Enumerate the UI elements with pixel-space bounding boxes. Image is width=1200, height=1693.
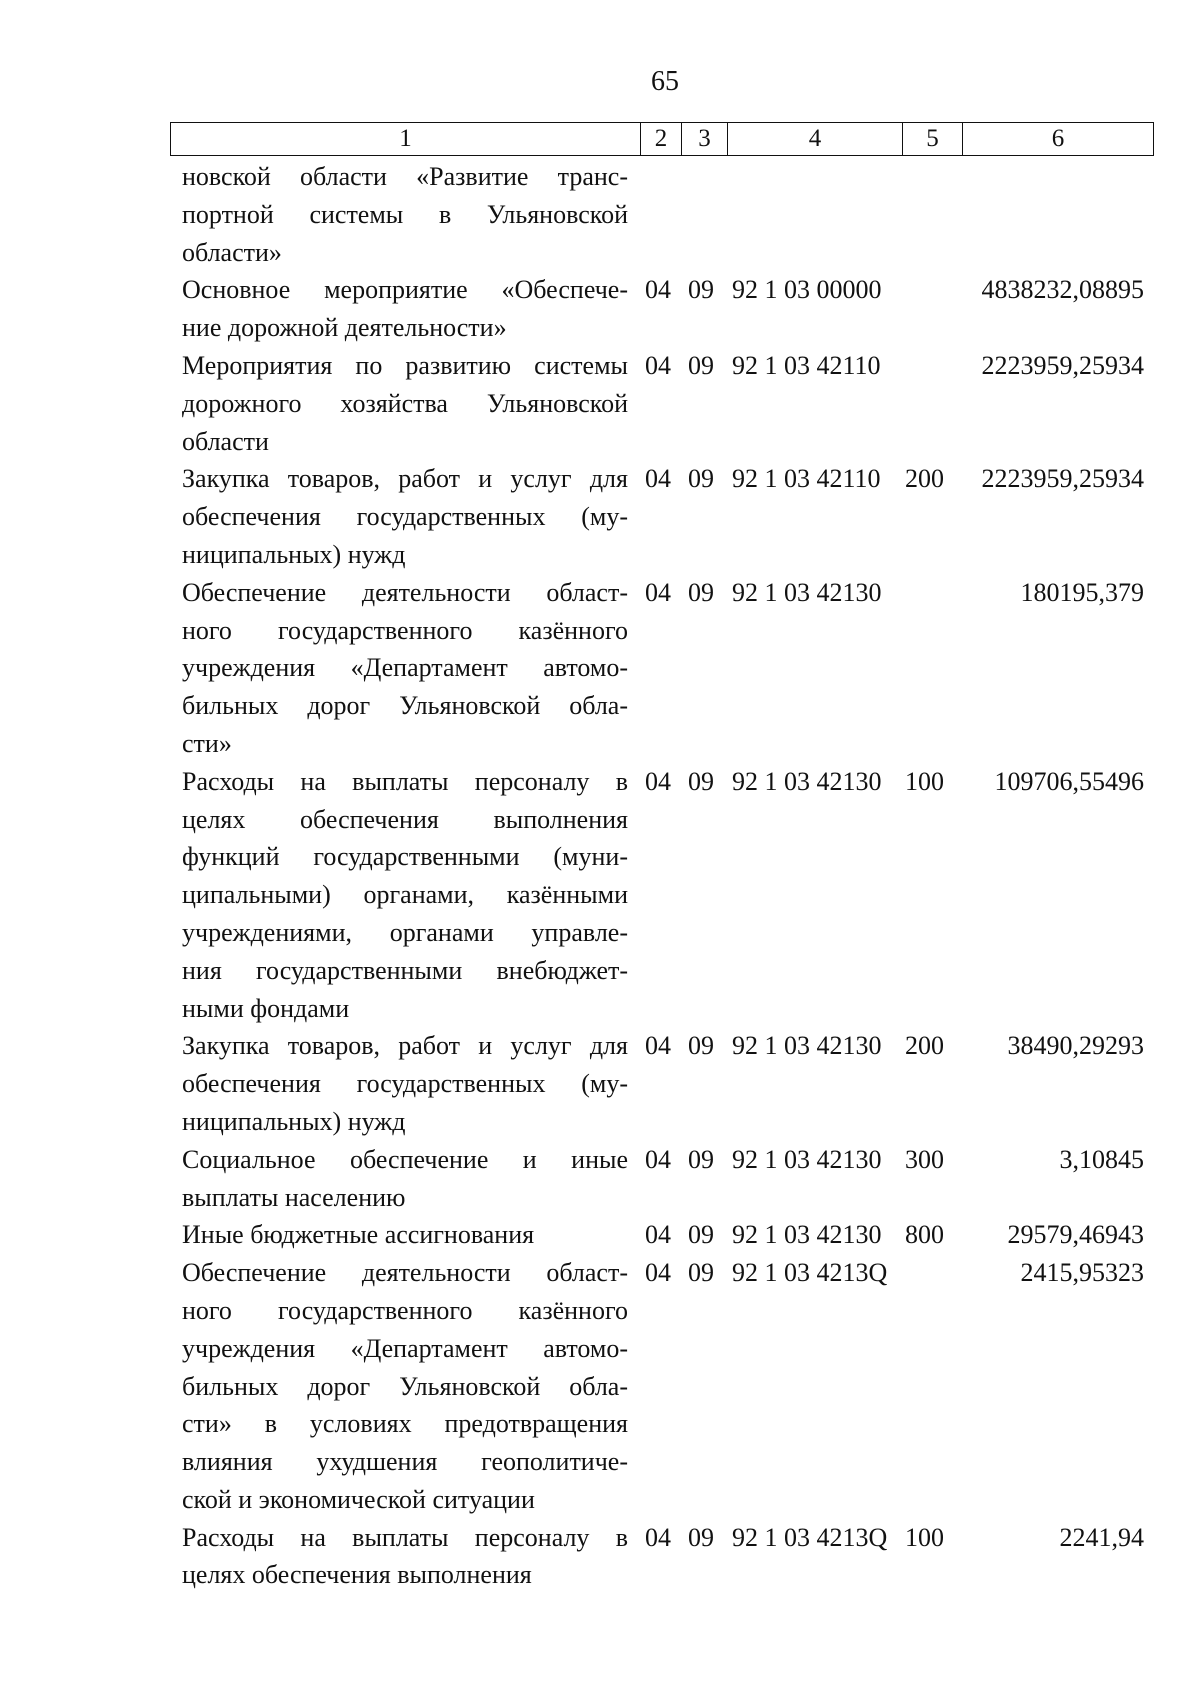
description-line: новской области «Развитие транс- — [182, 162, 628, 191]
row-description — [182, 460, 628, 573]
cell-c5: 100 — [905, 766, 944, 796]
table-row — [0, 271, 1200, 347]
cell-c5: 300 — [905, 1144, 944, 1174]
cell-c4: 92 1 03 42130 — [732, 766, 882, 796]
cell-c2: 04 — [645, 1031, 671, 1061]
description-line: ниципальных) нужд — [182, 1106, 406, 1136]
description-line: области» — [182, 237, 282, 267]
description-line: Обеспечение деятельности област- — [182, 1258, 628, 1288]
cell-c6: 2241,94 — [1059, 1522, 1144, 1552]
table-row — [0, 158, 1200, 271]
page-number: 65 — [651, 66, 679, 97]
cell-c5: 100 — [905, 1522, 944, 1552]
description-line: Расходы на выплаты персоналу в — [182, 766, 628, 796]
cell-c4: 92 1 03 4213Q — [732, 1522, 888, 1552]
row-description — [182, 574, 628, 763]
cell-c4: 92 1 03 42130 — [732, 1220, 882, 1250]
description-line: дорожного хозяйства Ульяновской — [182, 388, 628, 418]
description-line: ниципальных) нужд — [182, 539, 406, 569]
cell-c3: 09 — [688, 350, 714, 380]
cell-c3: 09 — [688, 1522, 714, 1552]
description-line: влияния ухудшения геополитиче- — [182, 1447, 628, 1477]
row-description — [182, 1519, 628, 1595]
row-description — [182, 763, 628, 1028]
cell-c4: 92 1 03 42130 — [732, 1031, 882, 1061]
cell-c6: 2223959,25934 — [981, 350, 1144, 380]
cell-c3: 09 — [688, 1258, 714, 1288]
description-line: Закупка товаров, работ и услуг для — [182, 464, 628, 494]
header-col-4: 4 — [728, 123, 903, 155]
description-line: Основное мероприятие «Обеспече- — [182, 275, 628, 305]
description-line: ние дорожной деятельности» — [182, 313, 507, 343]
description-line: ния государственными внебюджет- — [182, 955, 628, 985]
cell-c2: 04 — [645, 1144, 671, 1174]
header-col-3: 3 — [682, 123, 728, 155]
cell-c3: 09 — [688, 577, 714, 607]
table-row — [0, 1216, 1200, 1254]
description-line: Мероприятия по развитию системы — [182, 350, 628, 380]
cell-c4: 92 1 03 42110 — [732, 464, 881, 494]
description-line: Социальное обеспечение и иные — [182, 1144, 628, 1174]
table-row — [0, 574, 1200, 763]
cell-c2: 04 — [645, 577, 671, 607]
cell-c3: 09 — [688, 766, 714, 796]
cell-c3: 09 — [688, 1220, 714, 1250]
cell-c2: 04 — [645, 1220, 671, 1250]
table-row — [0, 1519, 1200, 1595]
row-description — [182, 1141, 628, 1217]
cell-c6: 2415,95323 — [1020, 1258, 1144, 1288]
cell-c4: 92 1 03 42130 — [732, 1144, 882, 1174]
description-line: сти» в условиях предотвращения — [182, 1409, 628, 1439]
row-description — [182, 347, 628, 460]
description-line: ской и экономической ситуации — [182, 1484, 535, 1514]
table-row — [0, 1141, 1200, 1217]
row-description — [182, 271, 628, 347]
row-description — [182, 1027, 628, 1140]
cell-c6: 109706,55496 — [994, 766, 1144, 796]
cell-c2: 04 — [645, 275, 671, 305]
cell-c6: 180195,379 — [1020, 577, 1144, 607]
cell-c2: 04 — [645, 350, 671, 380]
cell-c4: 92 1 03 4213Q — [732, 1258, 888, 1288]
row-description — [182, 1254, 628, 1519]
cell-c5: 200 — [905, 1031, 944, 1061]
description-line: обеспечения государственных (му- — [182, 1069, 628, 1099]
description-line: ципальными) органами, казёнными — [182, 880, 628, 910]
cell-c6: 29579,46943 — [1007, 1220, 1144, 1250]
description-line: функций государственными (муни- — [182, 842, 628, 872]
cell-c3: 09 — [688, 1144, 714, 1174]
header-col-6: 6 — [1051, 125, 1065, 152]
cell-c5: 800 — [905, 1220, 944, 1250]
header-col-1: 1 — [171, 123, 641, 155]
table-row — [0, 1254, 1200, 1519]
cell-c2: 04 — [645, 1258, 671, 1288]
cell-c4: 92 1 03 00000 — [732, 275, 882, 305]
description-line: учреждения «Департамент автомо- — [182, 1333, 628, 1363]
cell-c5: 200 — [905, 464, 944, 494]
cell-c2: 04 — [645, 464, 671, 494]
cell-c4: 92 1 03 42110 — [732, 350, 881, 380]
description-line: ного государственного казённого — [182, 615, 628, 645]
description-line: целях обеспечения выполнения — [182, 804, 628, 834]
table-header — [170, 122, 1154, 156]
cell-c6: 4838232,08895 — [981, 275, 1144, 305]
table-row — [0, 1027, 1200, 1140]
description-line: Расходы на выплаты персоналу в — [182, 1522, 628, 1552]
description-line: учреждения «Департамент автомо- — [182, 653, 628, 683]
cell-c6: 38490,29293 — [1007, 1031, 1144, 1061]
row-description — [182, 1216, 628, 1254]
description-line: Иные бюджетные ассигнования — [182, 1220, 535, 1250]
description-line: бильных дорог Ульяновской обла- — [182, 1371, 628, 1401]
description-line: ными фондами — [182, 993, 350, 1023]
description-line: области — [182, 426, 269, 456]
description-line: целях обеспечения выполнения — [182, 1560, 532, 1590]
table-row — [0, 460, 1200, 573]
row-description — [182, 158, 628, 271]
description-line: Обеспечение деятельности област- — [182, 577, 628, 607]
cell-c2: 04 — [645, 766, 671, 796]
cell-c3: 09 — [688, 464, 714, 494]
header-col-5: 5 — [903, 123, 963, 155]
description-line: сти» — [182, 728, 232, 758]
table-body — [0, 158, 1200, 1594]
table-row — [0, 347, 1200, 460]
header-col-2: 2 — [641, 123, 682, 155]
cell-c4: 92 1 03 42130 — [732, 577, 882, 607]
cell-c6: 2223959,25934 — [981, 464, 1144, 494]
cell-c6: 3,10845 — [1059, 1144, 1144, 1174]
description-line: обеспечения государственных (му- — [182, 502, 628, 532]
table-row — [0, 763, 1200, 1028]
description-line: Закупка товаров, работ и услуг для — [182, 1031, 628, 1061]
cell-c2: 04 — [645, 1522, 671, 1552]
description-line: выплаты населению — [182, 1182, 406, 1212]
description-line: ного государственного казённого — [182, 1295, 628, 1325]
description-line: бильных дорог Ульяновской обла- — [182, 691, 628, 721]
description-line: учреждениями, органами управле- — [182, 917, 628, 947]
cell-c3: 09 — [688, 275, 714, 305]
description-line: портной системы в Ульяновской — [182, 199, 628, 229]
cell-c3: 09 — [688, 1031, 714, 1061]
